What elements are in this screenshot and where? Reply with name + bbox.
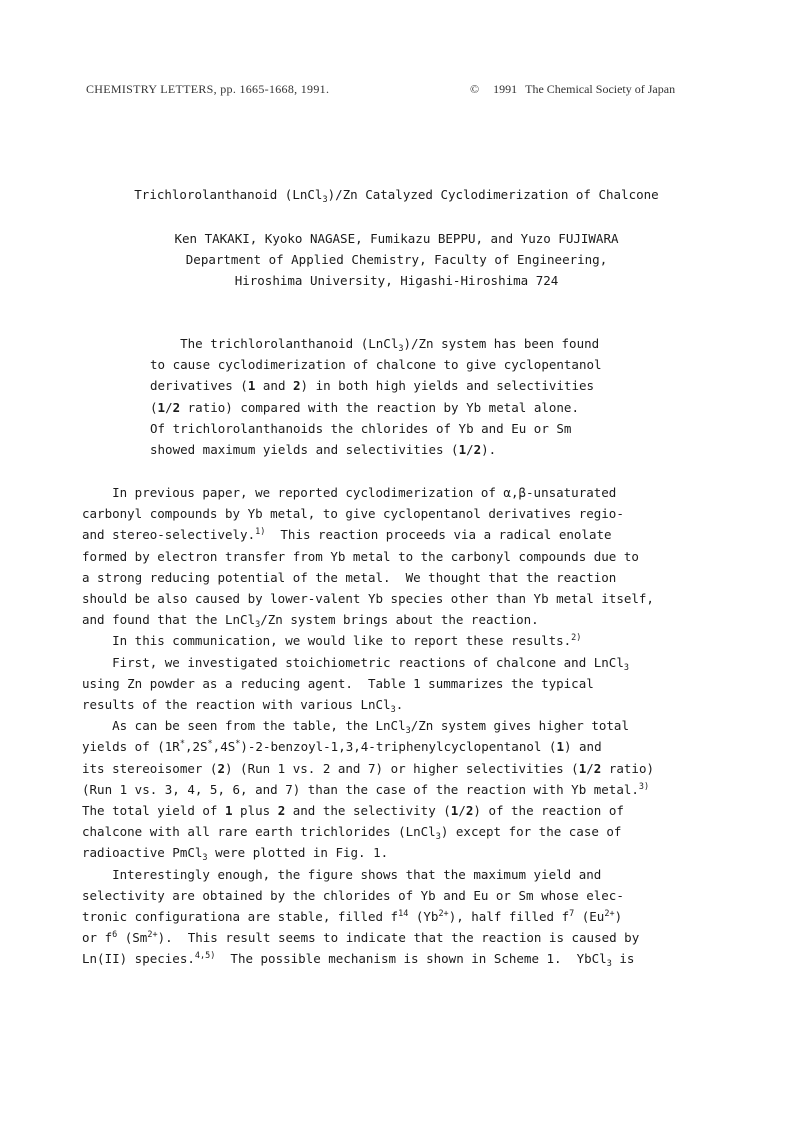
body-paragraph-line: and stereo-selectively.$^{1)}$ This reaction proceeds via a radical enolate <box>82 527 612 543</box>
body-paragraph-line: carbonyl compounds by Yb metal, to give cyclopentanol derivatives regio- <box>82 506 624 522</box>
body-paragraph-line: a strong reducing potential of the metal. We thought that the reaction <box>82 569 617 585</box>
abstract-line: Of trichlorolanthanoids the chlorides of Yb and Eu or Sm <box>150 420 572 436</box>
affiliation-line-1: Department of Applied Chemistry, Faculty of Engineering, <box>185 252 608 267</box>
society-name: The Chemical Society of Japan <box>525 82 676 96</box>
affiliation-line-2: Hiroshima University, Higashi-Hiroshima 724 <box>234 273 559 288</box>
copyright-year: 1991 <box>493 82 518 96</box>
body-paragraph-line: Interestingly enough, the figure shows that the maximum yield and <box>82 866 602 882</box>
body-paragraph-line: using Zn powder as a reducing agent. Table 1 summarizes the typical <box>82 675 594 691</box>
abstract-line: showed maximum yields and selectivities (1/2). <box>150 442 497 457</box>
copyright-symbol: © <box>470 82 480 96</box>
body-paragraph-line: In previous paper, we reported cyclodimerization of α,β-unsaturated <box>82 485 617 500</box>
body-paragraph-line: chalcone with all rare earth trichlorides (LnCl$_3$) except for the case of <box>82 824 622 843</box>
body-paragraph-line: First, we investigated stoichiometric reactions of chalcone and LnCl$_3$ <box>82 654 629 673</box>
abstract-line: (1/2 ratio) compared with the reaction by Yb metal alone. <box>150 399 579 415</box>
body-paragraph-line: or $f^6$ $(Sm^{2+})$. This result seems to indicate that the reaction is caused by <box>82 930 640 946</box>
body-paragraph-line: As can be seen from the table, the LnCl$_3$/Zn system gives higher total <box>82 718 629 737</box>
abstract-line: derivatives (1 and 2) in both high yields and selectivities <box>150 378 595 394</box>
body-paragraph-line: (Run 1 vs. 3, 4, 5, 6, and 7) than the case of the reaction with Yb metal.$^{3)}$ <box>82 781 650 797</box>
body-paragraph-line: Ln(II) species.$^{4,5)}$ The possible mechanism is shown in Scheme 1. YbCl$_3$ is <box>82 951 635 970</box>
abstract-line: The trichlorolanthanoid (LnCl$_3$)/Zn system has been found <box>150 336 600 354</box>
author-list: Ken TAKAKI, Kyoko NAGASE, Fumikazu BEPPU, and Yuzo FUJIWARA <box>174 231 619 246</box>
body-paragraph-line: and found that the LnCl$_3$/Zn system brings about the reaction. <box>82 612 539 631</box>
copyright-line <box>470 82 675 97</box>
body-paragraph-line: selectivity are obtained by the chlorides of Yb and Eu or Sm whose elec- <box>82 887 624 903</box>
body-paragraph-line: its stereoisomer (2) (Run 1 vs. 2 and 7) or higher selectivities (1/2 ratio) <box>82 760 654 776</box>
body-paragraph-line: results of the reaction with various LnCl$_3$. <box>82 697 404 715</box>
paper-title: Trichlorolanthanoid (LnCl$_3$)/Zn Catalyzed Cyclodimerization of Chalcone <box>134 187 659 205</box>
body-paragraph-line: formed by electron transfer from Yb metal to the carbonyl compounds due to <box>82 548 639 564</box>
body-paragraph-line: The total yield of 1 plus 2 and the selectivity (1/2) of the reaction of <box>82 803 624 818</box>
body-paragraph-line: In this communication, we would like to report these results.$^{2)}$ <box>82 633 582 649</box>
body-paragraph-line: radioactive PmCl$_3$ were plotted in Fig. 1. <box>82 845 389 864</box>
body-paragraph-line: yields of (1R*,2S*,4S*)-2-benzoyl-1,3,4-triphenylcyclopentanol (1) and <box>82 739 602 755</box>
abstract-line: to cause cyclodimerization of chalcone to give cyclopentanol <box>150 357 602 373</box>
body-paragraph-line: tronic configurationa are stable, filled $f^{14}$ $(Yb^{2+})$, half filled $f^7$ $(Eu^{2+})$ <box>82 909 623 924</box>
body-paragraph-line: should be also caused by lower-valent Yb species other than Yb metal itself, <box>82 591 654 606</box>
journal-citation: CHEMISTRY LETTERS, pp. 1665-1668, 1991. <box>86 82 330 96</box>
